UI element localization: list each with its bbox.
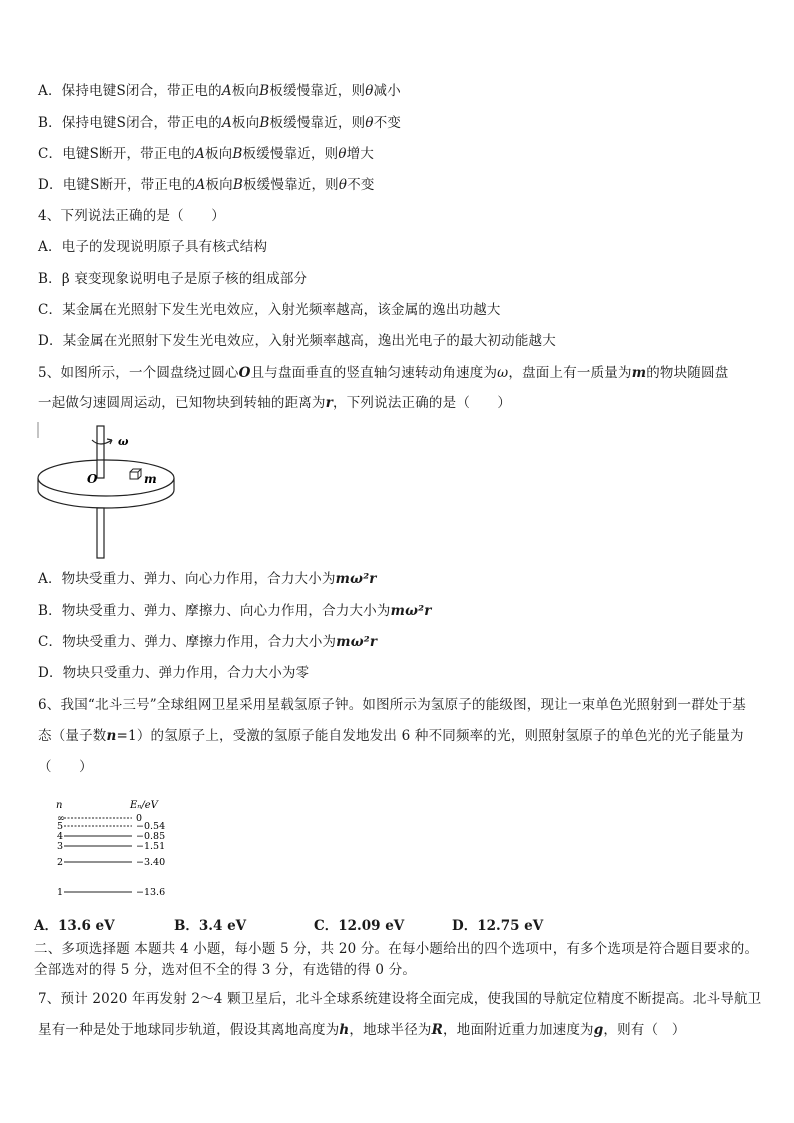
q5-d-text: D．物块只受重力、弹力作用，合力大小为零 xyxy=(38,665,310,681)
q5-text: ，下列说法正确的是（ ） xyxy=(333,395,512,411)
fig-omega-label: ω xyxy=(118,435,129,448)
plate-b: B xyxy=(232,177,243,193)
q5-text: 且与盘面垂直的竖直轴匀速转动角速度为 xyxy=(250,365,498,381)
section2-heading-line2: 全部选对的得 5 分，选对但不全的得 3 分，有选错的得 0 分。 xyxy=(34,962,417,978)
plate-b: B xyxy=(259,115,270,131)
q5-text: 一起做匀速圆周运动，已知物块到转轴的距离为 xyxy=(38,395,326,411)
formula: mω²r xyxy=(335,571,377,587)
q5-text: 的物块随圆盘 xyxy=(646,365,729,381)
formula: mω²r xyxy=(390,603,432,619)
fig-m-label: m xyxy=(144,472,157,486)
level-energy-label: −0.54 xyxy=(136,821,166,832)
q4-option-d: D．某金属在光照射下发生光电效应，入射光频率越高，逸出光电子的最大初动能越大 xyxy=(38,333,556,349)
theta: θ xyxy=(365,115,374,131)
fig-o-label: O xyxy=(87,472,98,486)
theta: θ xyxy=(338,177,348,193)
plate-a: A xyxy=(195,177,206,193)
q6-text: =1）的氢原子上，受激的氢原子能自发地发出 6 种不同频率的光，则照射氢原子的单色光的光子能量为 xyxy=(116,728,744,744)
energy-axis-label: Eₙ/eV xyxy=(130,800,158,811)
q3-a-text: A．保持电键S闭合，带正电的 xyxy=(38,83,222,99)
q6-option-a: A．13.6 eV xyxy=(34,918,115,934)
q7-stem-line1: 7、预计 2020 年再发射 2～4 颗卫星后，北斗全球系统建设将全面完成，使我国的导航定位精度不断提高。北斗导航卫 xyxy=(38,991,762,1007)
center-o: O xyxy=(238,365,251,381)
q6-option-b: B．3.4 eV xyxy=(174,918,247,934)
q5-b-text: B．物块受重力、弹力、摩擦力、向心力作用，合力大小为 xyxy=(38,603,391,619)
level-n-label: ∞ xyxy=(57,813,65,824)
q6-text: 态（量子数 xyxy=(38,728,107,744)
q5-text: ，盘面上有一质量为 xyxy=(508,365,632,381)
q7-text: 星有一种是处于地球同步轨道，假设其离地高度为 xyxy=(38,1022,340,1038)
q3-option-d xyxy=(38,176,375,194)
rotating-disc-figure xyxy=(34,420,184,560)
q3-d-text: D．电键S断开，带正电的 xyxy=(38,177,196,193)
q5-option-d xyxy=(38,664,309,682)
level-energy-label: 0 xyxy=(136,813,143,824)
q4-option-c: C．某金属在光照射下发生光电效应，入射光频率越高，该金属的逸出功越大 xyxy=(38,302,501,318)
q3-a-end: 减小 xyxy=(373,83,401,99)
mass-m: m xyxy=(631,365,647,381)
plate-b: B xyxy=(259,83,270,99)
plate-a: A xyxy=(194,146,205,162)
q6-option-d: D．12.75 eV xyxy=(452,918,544,934)
radius-R: R xyxy=(431,1022,444,1038)
level-n-label: 1 xyxy=(57,887,64,898)
q4-option-a: A．电子的发现说明原子具有核式结构 xyxy=(38,239,268,255)
q7-text: ，则有（ ） xyxy=(603,1022,686,1038)
plate-a: A xyxy=(221,115,232,131)
level-n-label: 3 xyxy=(57,841,64,852)
q5-stem-line2 xyxy=(38,394,511,412)
q5-c-text: C．物块受重力、弹力、摩擦力作用，合力大小为 xyxy=(38,634,337,650)
q6-stem-line3: （ ） xyxy=(38,759,93,775)
gravity-g: g xyxy=(593,1022,604,1038)
q3-c-mid: 板向 xyxy=(204,146,233,162)
section2-heading-line1: 二、多项选择题 本题共 4 小题，每小题 5 分，共 20 分。在每小题给出的四个选项中，有多个选项是符合题目要求的。 xyxy=(34,941,759,957)
q3-b-end: 不变 xyxy=(373,115,402,131)
q7-text: ，地面附近重力加速度为 xyxy=(443,1022,594,1038)
q5-option-c xyxy=(38,633,377,651)
q4-option-b: B．β 衰变现象说明电子是原子核的组成部分 xyxy=(38,271,308,287)
q3-a-post: 板缓慢靠近，则 xyxy=(269,83,366,99)
theta: θ xyxy=(338,146,347,162)
n-axis-label: n xyxy=(56,800,63,811)
level-n-label: 4 xyxy=(57,831,64,842)
q7-stem-line2 xyxy=(38,1021,686,1039)
q3-d-mid: 板向 xyxy=(205,177,233,193)
level-n-label: 5 xyxy=(57,821,64,832)
q6-stem-line2 xyxy=(38,727,744,745)
q5-option-a xyxy=(38,570,377,588)
omega: ω xyxy=(497,365,509,381)
q6-stem-line1: 6、我国“北斗三号”全球组网卫星采用星载氢原子钟。如图所示为氢原子的能级图，现让一束单色光照射到一群处于基 xyxy=(38,697,746,713)
q3-d-end: 不变 xyxy=(347,177,375,193)
q3-a-mid: 板向 xyxy=(231,83,260,99)
q3-option-b xyxy=(38,114,401,132)
level-n-label: 2 xyxy=(57,857,64,868)
radius-r: r xyxy=(325,395,334,411)
q3-b-text: B．保持电键S闭合，带正电的 xyxy=(38,115,222,131)
q7-text: ，地球半径为 xyxy=(349,1022,432,1038)
level-energy-label: −0.85 xyxy=(136,831,166,842)
q5-text: 5、如图所示，一个圆盘绕过圆心 xyxy=(38,365,239,381)
q6-option-c: C．12.09 eV xyxy=(314,918,405,934)
formula: mω²r xyxy=(336,634,378,650)
q5-a-text: A．物块受重力、弹力、向心力作用，合力大小为 xyxy=(38,571,336,587)
q3-c-post: 板缓慢靠近，则 xyxy=(242,146,339,162)
q5-option-b xyxy=(38,602,432,620)
q3-d-post: 板缓慢靠近，则 xyxy=(242,177,339,193)
energy-level-diagram xyxy=(50,798,190,904)
theta: θ xyxy=(365,83,374,99)
q3-c-end: 增大 xyxy=(346,146,375,162)
q3-option-c xyxy=(38,145,374,163)
plate-a: A xyxy=(221,83,232,99)
height-h: h xyxy=(339,1022,350,1038)
quantum-n: n xyxy=(106,728,117,744)
q5-stem-line1 xyxy=(38,364,728,382)
q3-c-text: C．电键S断开，带正电的 xyxy=(38,146,195,162)
level-energy-label: −3.40 xyxy=(136,857,166,868)
level-energy-label: −1.51 xyxy=(136,841,166,852)
q3-b-mid: 板向 xyxy=(231,115,260,131)
plate-b: B xyxy=(232,146,243,162)
q3-option-a xyxy=(38,82,401,100)
level-energy-label: −13.6 xyxy=(136,887,166,898)
q4-stem: 4、下列说法正确的是（ ） xyxy=(38,208,225,224)
q3-b-post: 板缓慢靠近，则 xyxy=(269,115,366,131)
